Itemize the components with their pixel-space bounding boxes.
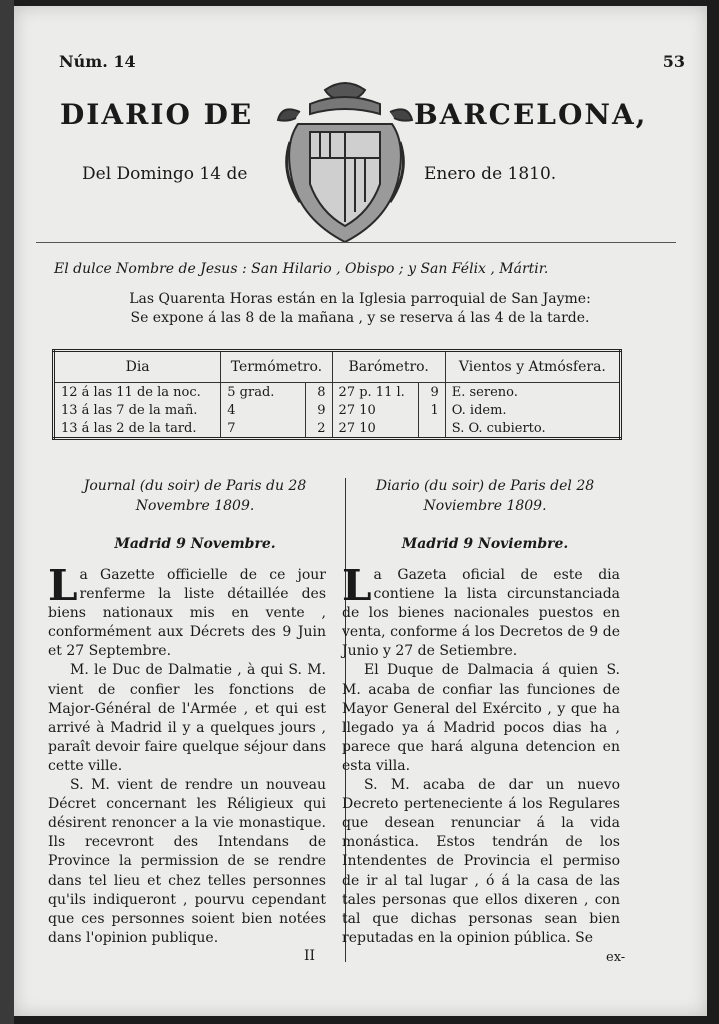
left-paragraph-1: a Gazette officielle de ce jour renferme la liste détaillée des biens nationaux mis en vente , conformément aux Décrets des 9 Juin et 27 Septembre. — [48, 567, 326, 660]
right-column-text — [342, 561, 620, 948]
header-vientos: Vientos y Atmósfera. — [445, 351, 620, 383]
cell-baro-n: 1 — [418, 401, 445, 419]
right-paragraph-2: El Duque de Dalmacia á quien S. M. acaba de confiar las funciones de Mayor General del Exército , y que ha llegado ya á Madrid pocos dias ha , parece que hará alguna detencion en esta villa. — [342, 662, 620, 774]
cell-termo: 7 — [221, 419, 305, 439]
date-left: Del Domingo 14 de — [82, 164, 248, 184]
drop-cap: L — [342, 561, 372, 610]
left-dateline: Madrid 9 Novembre. — [114, 536, 276, 552]
cell-dia: 13 á las 7 de la mañ. — [54, 401, 221, 419]
drop-cap: L — [48, 561, 78, 610]
cell-viento: S. O. cubierto. — [445, 419, 620, 439]
header-rule — [36, 242, 676, 243]
signature-mark: II — [304, 948, 316, 964]
forty-hours-line-2: Se expone á las 8 de la mañana , y se reserva á las 4 de la tarde. — [130, 310, 590, 326]
masthead-title-left: DIARIO DE — [60, 98, 254, 131]
cell-dia: 13 á las 2 de la tard. — [54, 419, 221, 439]
cell-termo-n: 9 — [305, 401, 332, 419]
left-paragraph-3: S. M. vient de rendre un nouveau Décret concernant les Réligieux qui désirent renoncer a la vie monastique. Ils recevront des Intendans de Province la permission de se rendre dans tel lieu et chez telles personnes qu'ils indiqueront , pourvu cependant que ces personnes soient bien notées dans l'opinion publique. — [48, 777, 326, 946]
left-paragraph-2: M. le Duc de Dalmatie , à qui S. M. vient de confier les fonctions de Major-Général de l'Armée , et qui est arrivé à Madrid il y a quelques jours , paraît devoir faire quelque séjour dans cette ville. — [48, 662, 326, 774]
right-column-heading — [350, 476, 620, 516]
right-heading-line-2: Noviembre 1809. — [423, 498, 547, 514]
left-column-text — [48, 561, 326, 948]
table-row — [54, 419, 621, 439]
cell-termo-n: 8 — [305, 383, 332, 402]
table-row — [54, 383, 621, 402]
right-heading-line-1: Diario (du soir) de Paris del 28 — [375, 478, 595, 494]
left-heading-line-2: Novembre 1809. — [135, 498, 255, 514]
right-dateline: Madrid 9 Noviembre. — [401, 536, 569, 552]
newspaper-page — [14, 6, 707, 1016]
weather-table — [52, 349, 622, 440]
right-paragraph-1: a Gazeta oficial de este dia contiene la lista circunstanciada de los bienes nacionales puestos en venta, conforme á los Decretos de 9 de Junio y 27 de Setiembre. — [342, 567, 620, 660]
cell-termo: 4 — [221, 401, 305, 419]
header-barometro: Barómetro. — [332, 351, 445, 383]
cell-baro-n — [418, 419, 445, 439]
left-heading-line-1: Journal (du soir) de Paris du 28 — [83, 478, 307, 494]
cell-dia: 12 á las 11 de la noc. — [54, 383, 221, 402]
page-number: 53 — [662, 52, 685, 71]
cell-viento: E. sereno. — [445, 383, 620, 402]
forty-hours-line-1: Las Quarenta Horas están en la Iglesia parroquial de San Jayme: — [129, 291, 591, 307]
cell-viento: O. idem. — [445, 401, 620, 419]
catchword: ex- — [606, 950, 626, 965]
left-column-heading — [60, 476, 330, 516]
page-gutter — [0, 0, 14, 1024]
masthead-title-right: BARCELONA, — [414, 98, 648, 131]
cell-baro: 27 10 — [332, 401, 418, 419]
cell-termo: 5 grad. — [221, 383, 305, 402]
cell-baro: 27 10 — [332, 419, 418, 439]
coat-of-arms-icon — [270, 72, 420, 248]
cell-baro-n: 9 — [418, 383, 445, 402]
header-dia: Dia — [54, 351, 221, 383]
cell-baro: 27 p. 11 l. — [332, 383, 418, 402]
issue-number: Núm. 14 — [59, 52, 136, 71]
table-row — [54, 401, 621, 419]
header-termometro: Termómetro. — [221, 351, 332, 383]
saints-of-the-day: El dulce Nombre de Jesus : San Hilario , Obispo ; y San Félix , Mártir. — [54, 261, 549, 277]
right-paragraph-3: S. M. acaba de dar un nuevo Decreto perteneciente á los Regulares que desean renunciar á la vida monástica. Estos tendrán de los Intendentes de Provincia el permiso de ir al tal lugar , ó á la casa de las tales personas que ellos dixeren , con tal que dichas personas sean bien reputadas en la opinion pública. Se — [342, 777, 620, 946]
cell-termo-n: 2 — [305, 419, 332, 439]
date-right: Enero de 1810. — [424, 164, 557, 184]
